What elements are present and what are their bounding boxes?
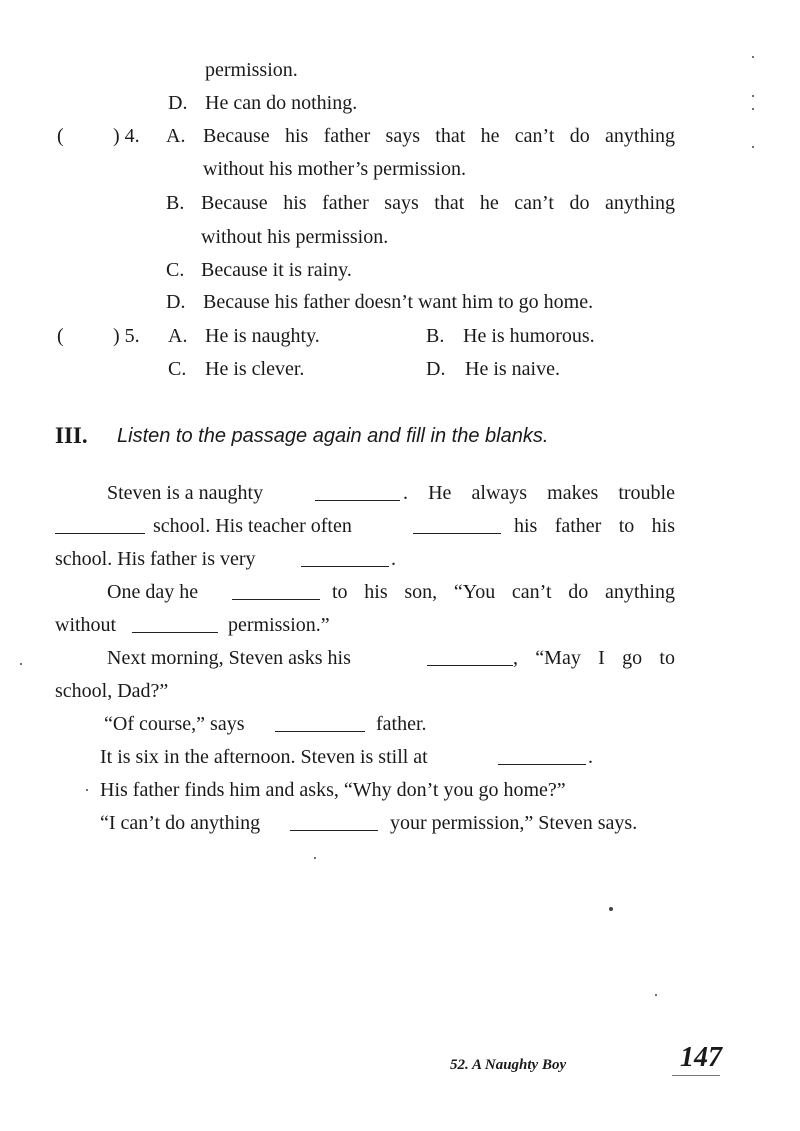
scan-speck (752, 146, 754, 148)
scan-speck (752, 56, 754, 58)
passage-line-5a: without (55, 614, 117, 636)
question-4-option-d-letter: D. (166, 291, 186, 313)
section-3-number: III. (55, 423, 88, 448)
question-5-option-c-letter: C. (168, 358, 187, 380)
blank-10[interactable] (290, 814, 378, 831)
footer-chapter-title: 52. A Naughty Boy (450, 1057, 567, 1073)
question-4-answer-paren: ( (57, 125, 64, 147)
passage-line-9a: It is six in the afternoon. Steven is still at (100, 746, 428, 768)
blank-8[interactable] (275, 715, 365, 732)
passage-line-2b: his father to his (514, 515, 675, 537)
question-4-option-c-letter: C. (166, 259, 185, 281)
passage-line-11a: “I can’t do anything (100, 812, 261, 834)
question-5-number: ) 5. (113, 325, 140, 347)
question-5-option-c-text: He is clever. (205, 358, 305, 380)
passage-line-4a: One day he (107, 581, 199, 603)
blank-1[interactable] (315, 484, 400, 501)
passage-line-1b: . He always makes trouble (403, 482, 675, 504)
question-5-option-a-text: He is naughty. (205, 325, 320, 347)
question-5-option-b-text: He is humorous. (463, 325, 595, 347)
passage-line-7: school, Dad?” (55, 680, 169, 702)
passage-line-6b: , “May I go to (513, 647, 675, 669)
passage-line-2a: school. His teacher often (153, 515, 352, 537)
passage-line-9b: . (588, 746, 593, 768)
scan-speck (609, 907, 613, 911)
question-4-option-b-line2: without his permission. (201, 226, 389, 248)
passage-line-5b: permission.” (228, 614, 330, 636)
question-4-number: ) 4. (113, 125, 140, 147)
question-4-option-b-line1: Because his father says that he can’t do anything (201, 192, 675, 214)
question-4-option-a-line1: Because his father says that he can’t do anything (203, 125, 675, 147)
scan-speck (20, 663, 22, 665)
passage-line-6a: Next morning, Steven asks his (107, 647, 351, 669)
scan-speck (314, 857, 316, 859)
question-4-option-d-text: Because his father doesn’t want him to go home. (203, 291, 594, 313)
page-number-underline (672, 1075, 720, 1076)
scan-speck (752, 108, 754, 110)
passage-line-3a: school. His father is very (55, 548, 256, 570)
passage-line-11b: your permission,” Steven says. (390, 812, 638, 834)
question-4-option-a-letter: A. (166, 125, 186, 147)
question-5-option-d-letter: D. (426, 358, 446, 380)
blank-7[interactable] (427, 649, 513, 666)
blank-9[interactable] (498, 748, 586, 765)
question-4-option-b-letter: B. (166, 192, 185, 214)
scan-speck (655, 994, 657, 996)
blank-3[interactable] (413, 517, 501, 534)
question-3-option-c-continuation: permission. (205, 59, 298, 81)
passage-line-8b: father. (376, 713, 427, 735)
scan-speck (752, 95, 754, 97)
question-5-option-d-text: He is naive. (465, 358, 560, 380)
passage-line-10: His father finds him and asks, “Why don’t you go home?” (100, 779, 566, 801)
blank-4[interactable] (301, 550, 389, 567)
question-3-option-d-letter: D. (168, 92, 188, 114)
blank-2[interactable] (55, 517, 145, 534)
section-3-instruction: Listen to the passage again and fill in the blanks. (117, 425, 549, 447)
passage-line-1a: Steven is a naughty (107, 482, 264, 504)
blank-6[interactable] (132, 616, 218, 633)
passage-line-4b: to his son, “You can’t do anything (332, 581, 675, 603)
page-number: 147 (680, 1042, 722, 1073)
passage-line-3b: . (391, 548, 396, 570)
question-5-answer-paren: ( (57, 325, 64, 347)
passage-line-8a: “Of course,” says (104, 713, 245, 735)
question-4-option-c-text: Because it is rainy. (201, 259, 352, 281)
question-3-option-d-text: He can do nothing. (205, 92, 358, 114)
scan-speck (86, 789, 88, 791)
question-5-option-b-letter: B. (426, 325, 445, 347)
question-5-option-a-letter: A. (168, 325, 188, 347)
question-4-option-a-line2: without his mother’s permission. (203, 158, 466, 180)
blank-5[interactable] (232, 583, 320, 600)
